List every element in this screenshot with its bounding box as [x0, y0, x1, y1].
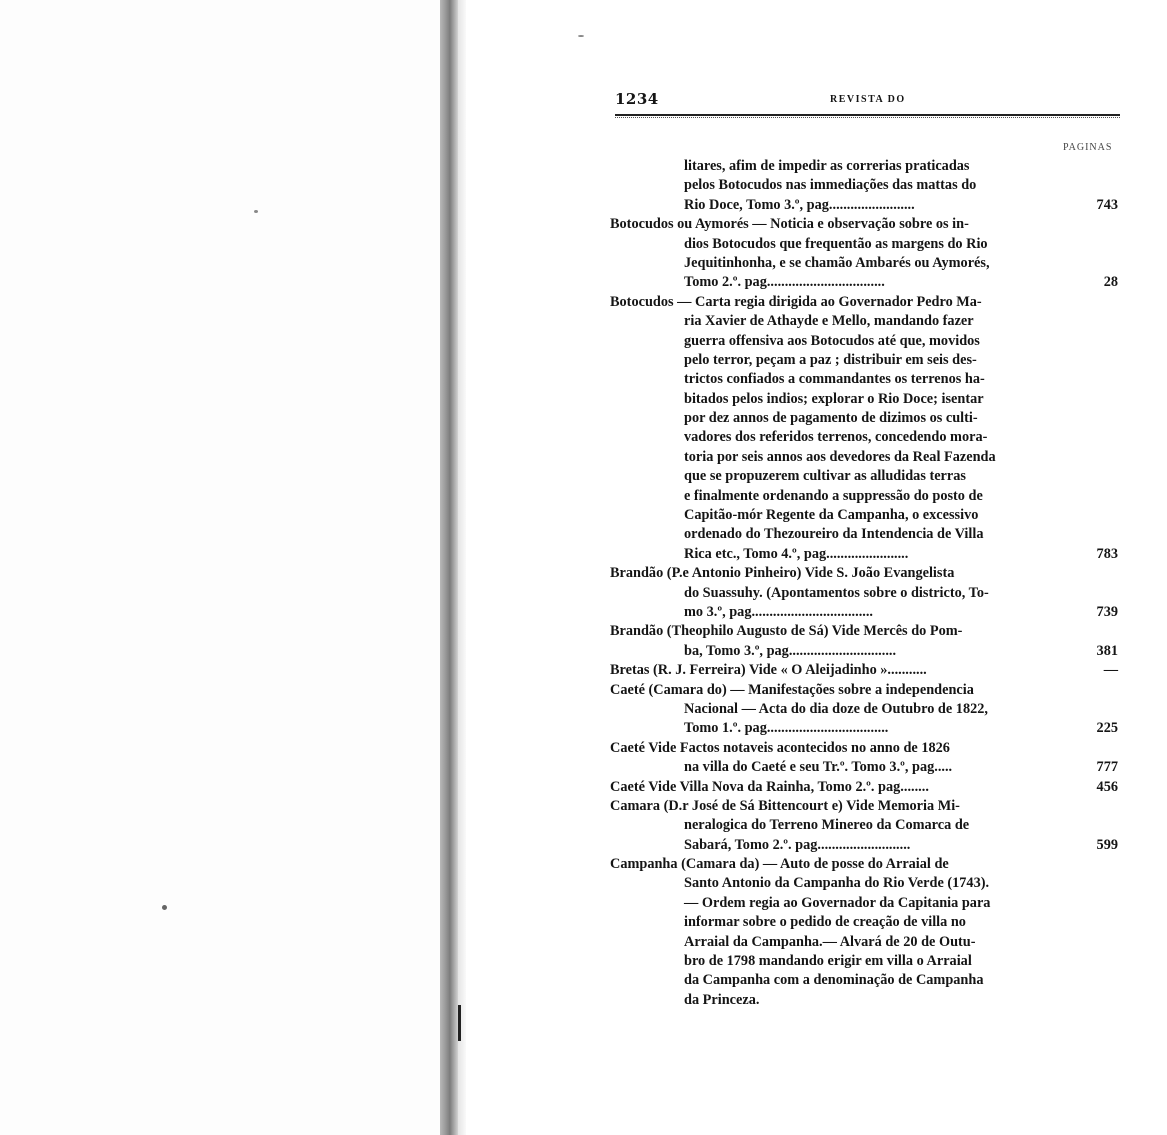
index-line [610, 642, 1118, 661]
entry-text: pelo terror, peçam a paz ; distribuir em seis des- [684, 351, 977, 368]
entry-text: guerra offensiva aos Botocudos até que, movidos [684, 332, 980, 349]
entry-text: por dez annos de pagamento de dizimos os culti- [684, 410, 978, 427]
entry-text: Tomo 1.º. pag.................................. [684, 720, 889, 737]
index-line [610, 739, 1118, 758]
index-line [610, 157, 1118, 176]
entry-heading-text: Caeté Vide Villa Nova da Rainha, Tomo 2.º. pag........ [610, 778, 929, 795]
scan-speck [578, 35, 584, 37]
entry-text: vadores dos referidos terrenos, concedendo mora- [684, 429, 988, 446]
page-reference: — [1103, 662, 1118, 679]
index-line [610, 312, 1118, 331]
index-line [610, 894, 1118, 913]
entry-text: Nacional — Acta do dia doze de Outubro de 1822, [684, 700, 988, 717]
entry-heading-text: Campanha (Camara da) — Auto de posse do Arraial de [610, 856, 949, 873]
index-line [610, 564, 1118, 583]
entry-text: da Princeza. [684, 991, 760, 1008]
index-line [610, 448, 1118, 467]
index-line [610, 700, 1118, 719]
entry-text: mo 3.º, pag.................................. [684, 603, 873, 620]
entry-text: trictos confiados a commandantes os terrenos ha- [684, 371, 985, 388]
index-line [610, 622, 1118, 641]
entry-text: ordenado do Thezoureiro da Intendencia de Villa [684, 526, 984, 543]
index-line [610, 952, 1118, 971]
index-line [610, 351, 1118, 370]
entry-heading-text: Brandão (Theophilo Augusto de Sá) Vide Mercês do Pom- [610, 623, 963, 640]
index-line [610, 370, 1118, 389]
entry-text: da Campanha com a denominação de Campanha [684, 972, 984, 989]
entry-text: Rio Doce, Tomo 3.º, pag........................ [684, 196, 915, 213]
index-line [610, 487, 1118, 506]
entry-text: ria Xavier de Athayde e Mello, mandando fazer [684, 313, 974, 330]
entry-text: do Suassuhy. (Apontamentos sobre o districto, To- [684, 584, 989, 601]
left-blank-page [0, 0, 440, 1135]
index-line [610, 428, 1118, 447]
index-line [610, 409, 1118, 428]
entry-text: e finalmente ordenando a suppressão do posto de [684, 487, 983, 504]
index-line [610, 293, 1118, 312]
index-line [610, 525, 1118, 544]
entry-heading-text: Camara (D.r José de Sá Bittencourt e) Vide Memoria Mi- [610, 797, 960, 814]
entry-text: toria por seis annos aos devedores da Real Fazenda [684, 448, 996, 465]
index-line [610, 836, 1118, 855]
index-line [610, 681, 1118, 700]
entry-text: — Ordem regia ao Governador da Capitania para [684, 894, 991, 911]
index-line [610, 991, 1118, 1010]
book-gutter [440, 0, 458, 1135]
index-line [610, 855, 1118, 874]
index-line [610, 661, 1118, 680]
index-line [610, 545, 1118, 564]
entry-text: Rica etc., Tomo 4.º, pag....................... [684, 545, 909, 562]
page-reference: 599 [1096, 836, 1118, 853]
entry-text: Capitão-mór Regente da Campanha, o excessivo [684, 507, 979, 524]
entry-text: Santo Antonio da Campanha do Rio Verde (1743). [684, 875, 990, 892]
index-line [610, 254, 1118, 273]
index-line [610, 719, 1118, 738]
index-line [610, 332, 1118, 351]
index-line [610, 390, 1118, 409]
index-line [610, 467, 1118, 486]
page-reference: 225 [1096, 720, 1118, 737]
scan-mark [458, 1005, 461, 1041]
page-number: 1234 [615, 90, 659, 108]
index-line [610, 913, 1118, 932]
page-reference: 456 [1096, 778, 1118, 795]
entry-text: bitados pelos indios; explorar o Rio Doce; isentar [684, 390, 984, 407]
index-line [610, 778, 1118, 797]
pages-column-label: PAGINAS [1063, 142, 1113, 153]
running-title: REVISTA DO [830, 94, 906, 105]
entry-text: litares, afim de impedir as correrias praticadas [684, 158, 970, 174]
index-line [610, 584, 1118, 603]
index-line [610, 816, 1118, 835]
entry-text: bro de 1798 mandando erigir em villa o Arraial [684, 953, 972, 970]
entry-heading-text: Caeté Vide Factos notaveis acontecidos no anno de 1826 [610, 739, 950, 756]
index-line [610, 235, 1118, 254]
index-line [610, 506, 1118, 525]
scan-speck [162, 905, 167, 910]
gutter-shadow [458, 0, 466, 1135]
entry-text: pelos Botocudos nas immediações das mattas do [684, 177, 977, 194]
index-entries [610, 157, 1118, 1010]
page-reference: 783 [1096, 545, 1118, 562]
entry-text: Jequitinhonha, e se chamão Ambarés ou Aymorés, [684, 254, 990, 271]
index-line [610, 273, 1118, 292]
entry-heading-text: Caeté (Camara do) — Manifestações sobre a independencia [610, 681, 974, 698]
entry-heading-text: Botocudos ou Aymorés — Noticia e observação sobre os in- [610, 216, 969, 233]
entry-text: Sabará, Tomo 2.º. pag.......................... [684, 836, 911, 853]
index-line [610, 196, 1118, 215]
index-line [610, 874, 1118, 893]
index-line [610, 971, 1118, 990]
entry-text: que se propuzerem cultivar as alludidas terras [684, 468, 966, 485]
page-reference: 777 [1096, 759, 1118, 776]
scan-speck [254, 210, 258, 213]
entry-text: Arraial da Campanha.— Alvará de 20 de Outu- [684, 933, 976, 950]
index-line [610, 176, 1118, 195]
index-line [610, 933, 1118, 952]
page-reference: 381 [1096, 642, 1118, 659]
page-reference: 743 [1096, 196, 1118, 213]
entry-text: ba, Tomo 3.º, pag.............................. [684, 642, 897, 659]
entry-heading-text: Brandão (P.e Antonio Pinheiro) Vide S. João Evangelista [610, 565, 955, 582]
page-reference: 28 [1103, 274, 1118, 291]
entry-text: dios Botocudos que frequentão as margens do Rio [684, 235, 988, 252]
index-line [610, 215, 1118, 234]
index-line [610, 758, 1118, 777]
entry-text: informar sobre o pedido de creação de villa no [684, 914, 966, 931]
entry-heading-text: Botocudos — Carta regia dirigida ao Governador Pedro Ma- [610, 293, 982, 310]
entry-heading-text: Bretas (R. J. Ferreira) Vide « O Aleijadinho »........... [610, 662, 927, 679]
index-line [610, 603, 1118, 622]
index-line [610, 797, 1118, 816]
entry-text: na villa do Caeté e seu Tr.º. Tomo 3.º, pag..... [684, 759, 953, 776]
entry-text: Tomo 2.º. pag................................. [684, 274, 885, 291]
page-reference: 739 [1096, 603, 1118, 620]
header-rule [615, 114, 1120, 118]
entry-text: neralogica do Terreno Minereo da Comarca de [684, 817, 970, 834]
